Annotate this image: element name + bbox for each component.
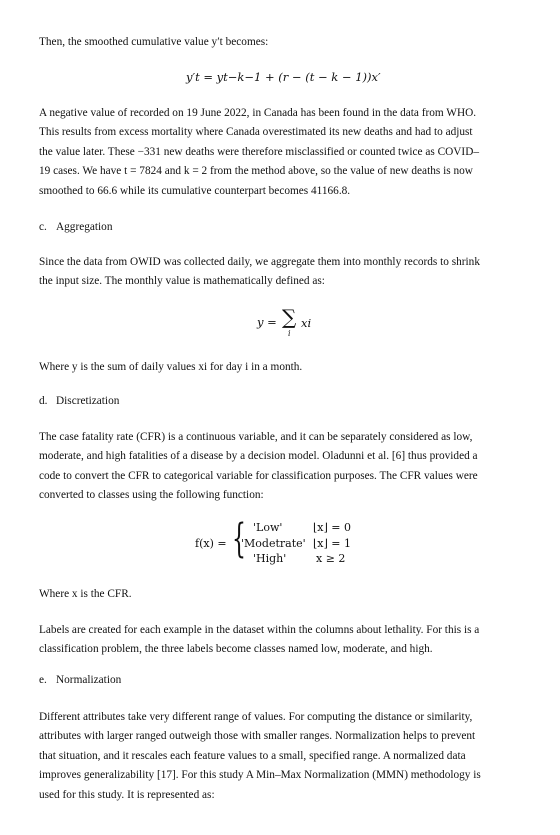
paragraph-labels: [39, 621, 509, 660]
paragraph-normalization: [39, 708, 509, 805]
section-heading-discretization: [39, 395, 119, 407]
sum-term: xi: [301, 316, 312, 330]
case-condition-high: x ≥ 2: [316, 552, 346, 565]
text-line: This results from excess mortality where Canada overestimated its new deaths and had to adjust: [39, 126, 473, 139]
case-label-low: 'Low': [253, 521, 283, 534]
section-number: e.: [39, 674, 47, 686]
equation-smoothed-cumulative: y′t = yt−k−1 + (r − (t − k − 1))x′: [186, 70, 381, 84]
paragraph-where-y: Where y is the sum of daily values xi for day i in a month.: [39, 361, 303, 373]
text-line: 19 cases. We have t = 7824 and k = 2 from the method above, so the value of new deaths is now: [39, 165, 473, 178]
case-label-moderate: 'Modetrate': [241, 537, 306, 550]
text-line: The case fatality rate (CFR) is a continuous variable, and it can be separately considered as low,: [39, 431, 473, 443]
case-condition-moderate: ⌊x⌋ = 1: [313, 537, 351, 550]
equation-lhs: y =: [257, 315, 277, 329]
text-line: A negative value of recorded on 19 June 2022, in Canada has been found in the data from WHO.: [39, 107, 477, 119]
text-line: used for this study. It is represented as:: [39, 788, 215, 801]
section-number: c.: [39, 221, 47, 233]
text-line: attributes with larger ranged outweigh those with smaller ranges. Normalization helps to prevent: [39, 730, 476, 743]
sigma-symbol: ∑: [282, 305, 297, 329]
section-number: d.: [39, 395, 48, 407]
section-title: Discretization: [56, 395, 120, 407]
left-brace: {: [232, 516, 246, 562]
section-title: Normalization: [56, 674, 122, 686]
text-line: Since the data from OWID was collected daily, we aggregate them into monthly records to shrink: [39, 256, 480, 268]
text-line: Labels are created for each example in the dataset within the columns about lethality. For this is a: [39, 624, 480, 636]
paragraph-discretization: [39, 428, 509, 506]
text-line: smoothed to 66.6 while its cumulative counterpart becomes 41166.8.: [39, 184, 351, 197]
section-heading-aggregation: [39, 221, 112, 233]
section-heading-normalization: [39, 674, 121, 686]
text-line: moderate, and high fatalities of a disease by a decision model. Oladunni et al. [6] thus provided a: [39, 450, 478, 463]
text-line: the value later. These −331 new deaths were therefore misclassified or counted twice as COVID–: [39, 145, 479, 158]
sum-index: i: [288, 329, 291, 338]
text-line: that situation, and it rescales each feature values to a small, specified range. A normalized data: [39, 749, 466, 762]
paragraph-intro: Then, the smoothed cumulative value y′t becomes:: [39, 36, 269, 48]
text-line: Different attributes take very different range of values. For computing the distance or similarity,: [39, 711, 473, 723]
case-condition-low: ⌊x⌋ = 0: [313, 521, 351, 534]
paragraph-aggregation: [39, 253, 509, 292]
equation-lhs: f(x) =: [195, 537, 227, 550]
paragraph-negative-value: [39, 104, 509, 201]
text-line: classification problem, the three labels become classes named low, moderate, and high.: [39, 643, 433, 656]
text-line: improves generalizability [17]. For this study A Min–Max Normalization (MMN) methodology is: [39, 769, 481, 782]
text-line: code to convert the CFR to categorical variable for classification purposes. The CFR values were: [39, 469, 478, 482]
case-label-high: 'High': [253, 552, 287, 565]
text-line: the input size. The monthly value is mathematically defined as:: [39, 275, 325, 288]
text-line: converted to classes using the following function:: [39, 489, 264, 502]
section-title: Aggregation: [56, 221, 113, 233]
paragraph-where-x: Where x is the CFR.: [39, 588, 132, 600]
